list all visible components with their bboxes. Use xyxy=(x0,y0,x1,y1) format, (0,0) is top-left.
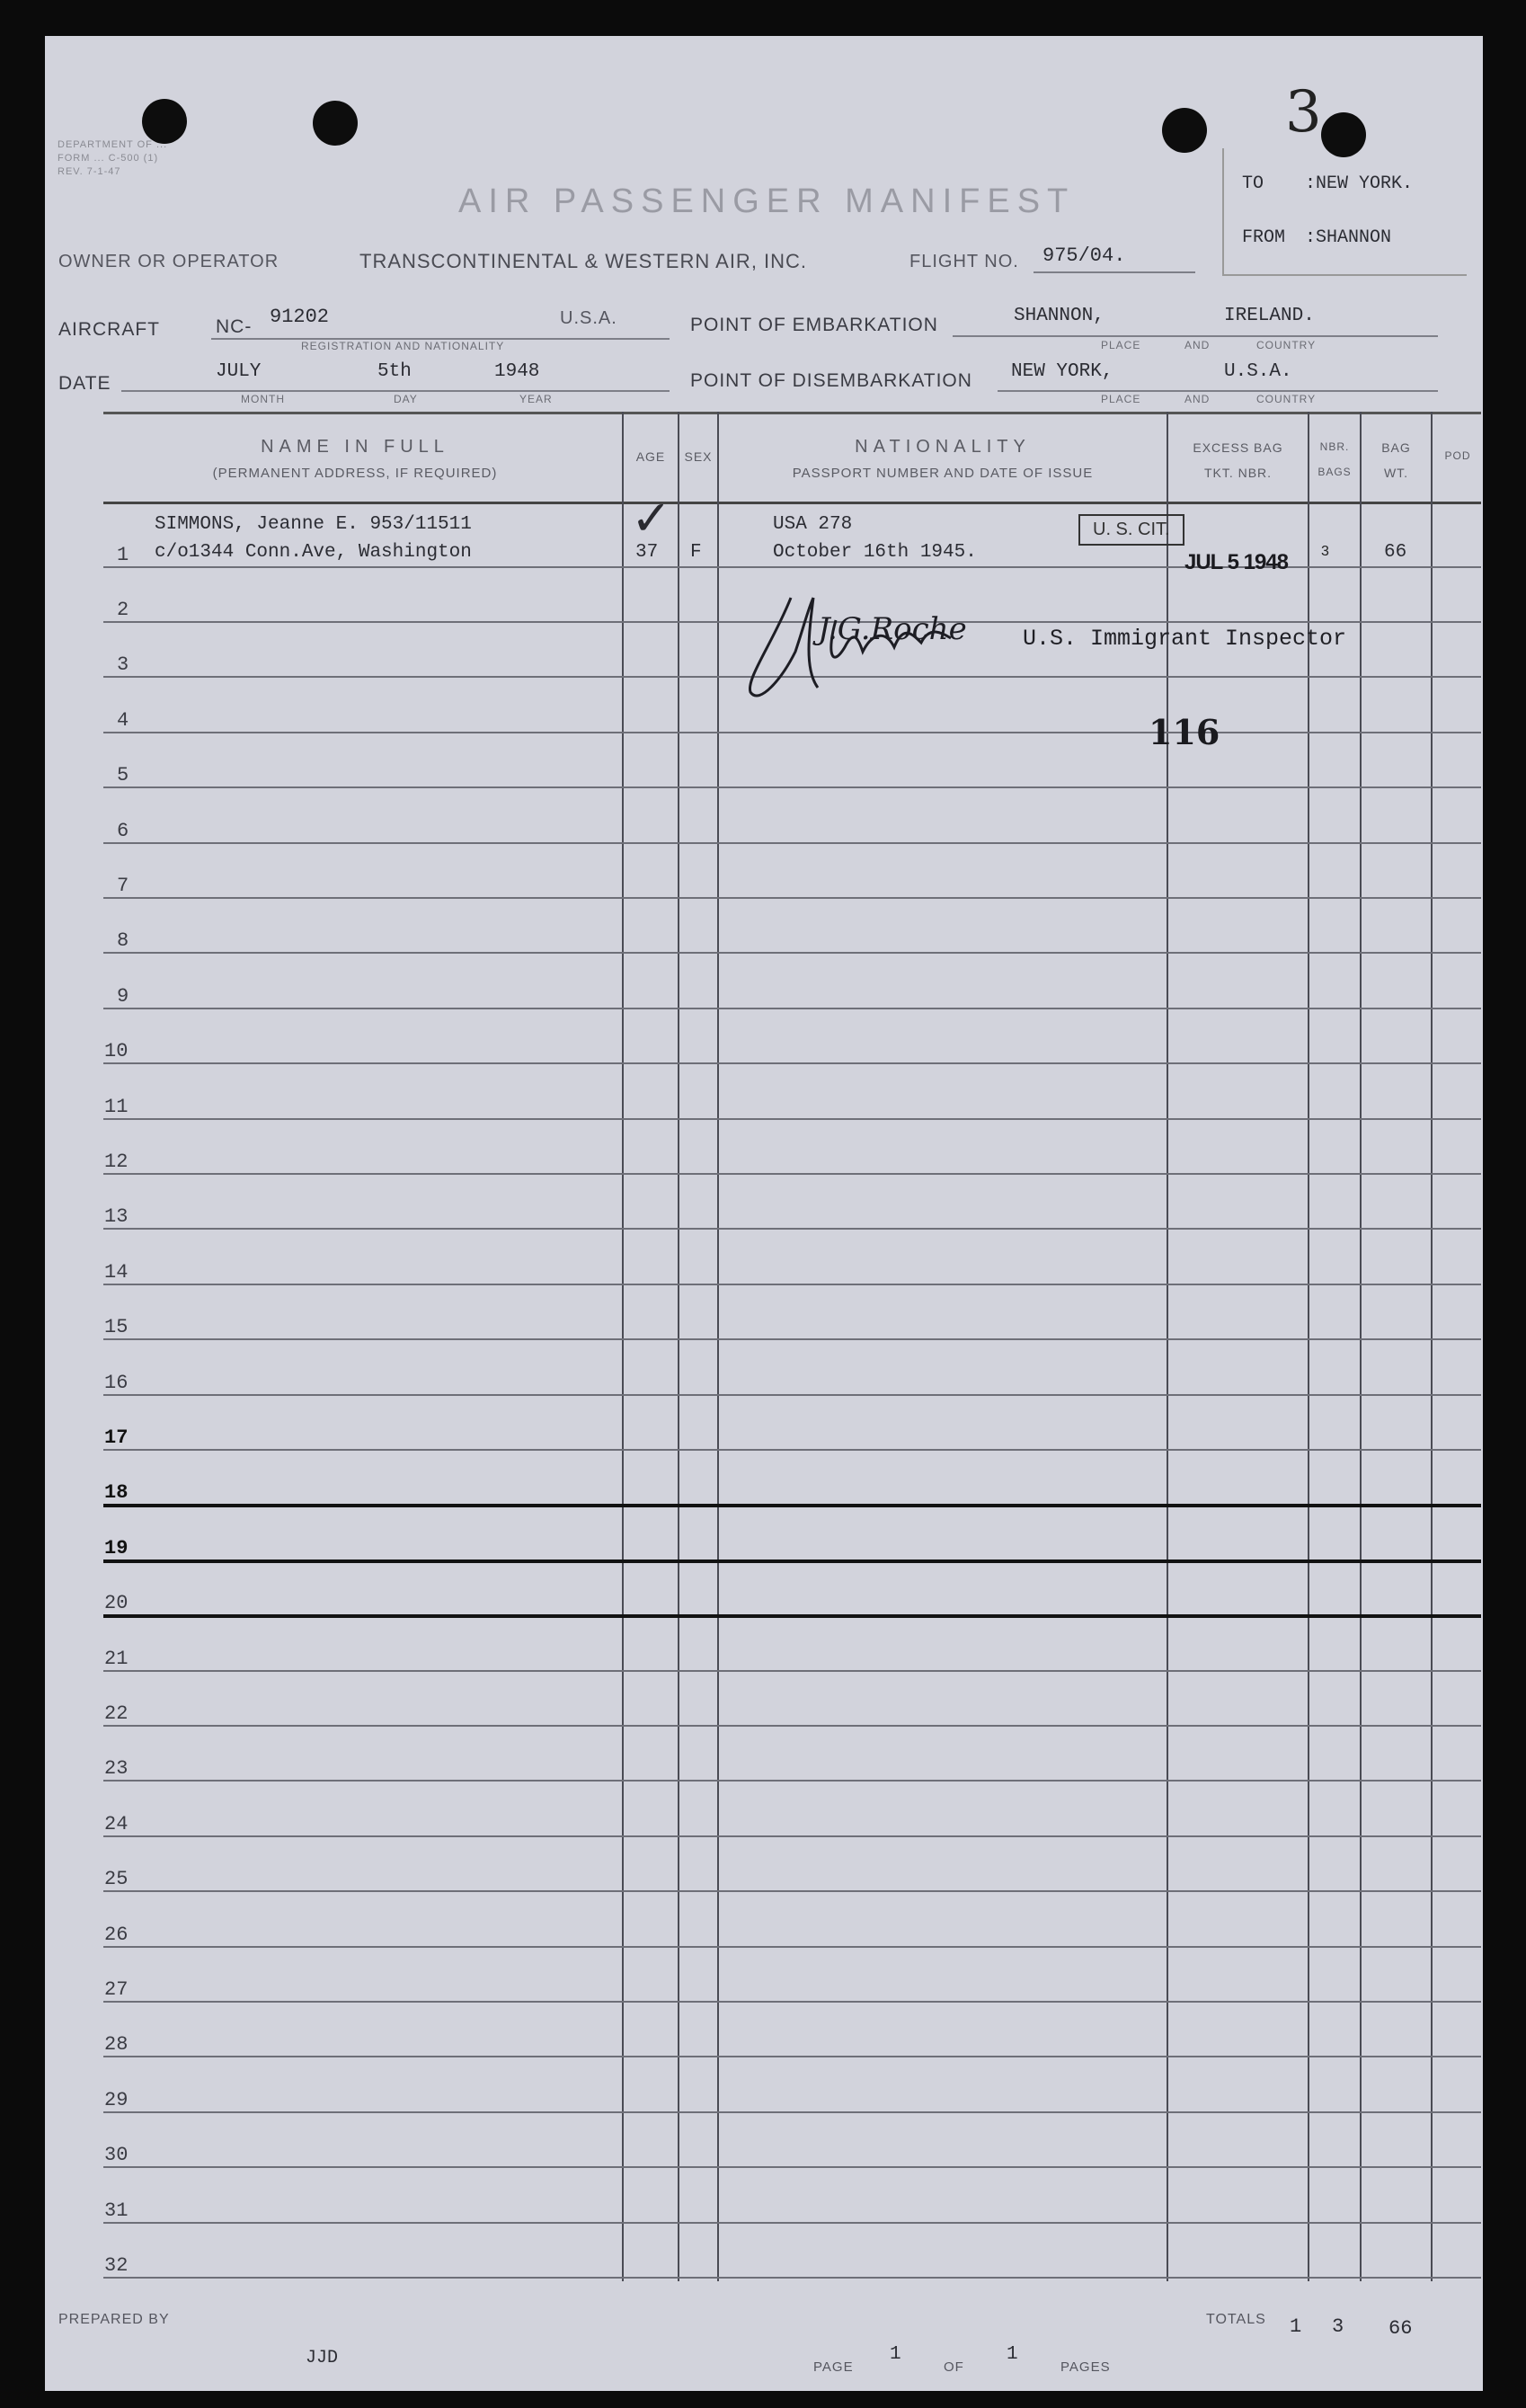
row-number-17: 17 xyxy=(104,1426,129,1449)
of-label: OF xyxy=(944,2359,964,2375)
disembark-country: U.S.A. xyxy=(1224,361,1292,382)
date-day: 5th xyxy=(377,361,412,382)
col-header-pod: POD xyxy=(1444,449,1471,462)
bag-weight: 66 xyxy=(1384,542,1407,563)
row-line-14 xyxy=(103,1284,1481,1285)
from-label: FROM xyxy=(1242,227,1286,248)
col-header-name-sub: (PERMANENT ADDRESS, IF REQUIRED) xyxy=(212,466,498,481)
embark-place: SHANNON, xyxy=(1014,306,1105,326)
row-number-31: 31 xyxy=(104,2199,129,2222)
citizen-stamp: U. S. CIT. xyxy=(1078,514,1184,546)
to-from-box xyxy=(1222,148,1467,276)
aircraft-prefix: NC- xyxy=(216,316,253,337)
row-line-32 xyxy=(103,2277,1481,2279)
stamp-number: 116 xyxy=(1149,712,1220,752)
row-line-27 xyxy=(103,2001,1481,2003)
flight-underline xyxy=(1034,271,1195,273)
prepared-by-label: PREPARED BY xyxy=(58,2312,170,2327)
passport-number: USA 278 xyxy=(773,514,853,535)
aircraft-value: 91202 xyxy=(270,306,330,328)
embark-sub-country: COUNTRY xyxy=(1256,339,1317,351)
check-mark-icon: ✓ xyxy=(631,490,672,546)
passenger-sex: F xyxy=(690,542,702,563)
disembark-label: POINT OF DISEMBARKATION xyxy=(690,370,972,391)
row-line-5 xyxy=(103,786,1481,788)
embark-sub-and: AND xyxy=(1184,339,1211,351)
row-line-17 xyxy=(103,1449,1481,1451)
row-number-22: 22 xyxy=(104,1702,129,1725)
row-line-4 xyxy=(103,732,1481,733)
date-month: JULY xyxy=(216,361,262,382)
row-number-28: 28 xyxy=(104,2033,129,2056)
passport-issue-date: October 16th 1945. xyxy=(773,542,977,563)
row-number-27: 27 xyxy=(104,1978,129,2001)
col-header-nbr: NBR. xyxy=(1319,440,1350,453)
row-number-13: 13 xyxy=(104,1205,129,1228)
row-line-9 xyxy=(103,1008,1481,1009)
embark-underline xyxy=(953,335,1438,337)
embark-label: POINT OF EMBARKATION xyxy=(690,315,938,335)
row-number-26: 26 xyxy=(104,1924,129,1946)
disembark-sub-place: PLACE xyxy=(1101,393,1141,405)
col-header-nationality-sub: PASSPORT NUMBER AND DATE OF ISSUE xyxy=(792,466,1094,481)
passenger-age: 37 xyxy=(635,542,659,563)
table-top-line xyxy=(103,412,1481,414)
col-header-sex: SEX xyxy=(684,449,713,464)
row-line-10 xyxy=(103,1062,1481,1064)
aircraft-sublabel: REGISTRATION AND NATIONALITY xyxy=(301,340,505,352)
aircraft-label: AIRCRAFT xyxy=(58,319,160,340)
page-label: PAGE xyxy=(813,2359,854,2375)
row-line-12 xyxy=(103,1173,1481,1175)
punch-hole-left-2 xyxy=(313,101,358,146)
row-line-15 xyxy=(103,1338,1481,1340)
date-sub-month: MONTH xyxy=(241,393,285,405)
row-number-30: 30 xyxy=(104,2144,129,2166)
aircraft-nationality: U.S.A. xyxy=(560,308,617,328)
date-stamp: JUL 5 1948 xyxy=(1184,550,1288,574)
punch-hole-left-1 xyxy=(142,99,187,144)
col-header-nbr-sub: BAGS xyxy=(1318,466,1352,478)
row-number-14: 14 xyxy=(104,1261,129,1284)
row-line-29 xyxy=(103,2111,1481,2113)
col-header-bag: BAG xyxy=(1381,440,1411,455)
date-sub-day: DAY xyxy=(394,393,418,405)
disembark-place: NEW YORK, xyxy=(1011,361,1113,382)
row-number-4: 4 xyxy=(117,709,129,732)
page-title: AIR PASSENGER MANIFEST xyxy=(458,182,1076,220)
row-line-11 xyxy=(103,1118,1481,1120)
row-line-8 xyxy=(103,952,1481,954)
bags-count: 3 xyxy=(1321,544,1329,559)
to-label: TO xyxy=(1242,173,1264,194)
total-weight: 66 xyxy=(1388,2317,1413,2340)
row-number-5: 5 xyxy=(117,764,129,786)
row-number-3: 3 xyxy=(117,653,129,676)
embark-country: IRELAND. xyxy=(1224,306,1315,326)
row-line-25 xyxy=(103,1890,1481,1892)
row-number-23: 23 xyxy=(104,1757,129,1780)
owner-label: OWNER OR OPERATOR xyxy=(58,252,279,271)
flight-value: 975/04. xyxy=(1042,244,1126,267)
page-number-handwritten: 3 xyxy=(1285,79,1322,146)
col-header-name: NAME IN FULL xyxy=(261,437,449,457)
row-line-30 xyxy=(103,2166,1481,2168)
form-id-line-3: REV. 7-1-47 xyxy=(58,166,121,177)
form-id-line-1: DEPARTMENT OF ... xyxy=(58,139,168,150)
page-value: 1 xyxy=(890,2344,901,2365)
total-passengers: 1 xyxy=(1290,2315,1302,2338)
row-number-15: 15 xyxy=(104,1316,129,1338)
form-id-line-2: FORM ... C-500 (1) xyxy=(58,153,159,164)
totals-label: TOTALS xyxy=(1206,2312,1266,2327)
row-number-6: 6 xyxy=(117,820,129,842)
total-bags: 3 xyxy=(1332,2315,1344,2338)
row-line-26 xyxy=(103,1946,1481,1948)
disembark-sub-and: AND xyxy=(1184,393,1211,405)
row-line-21 xyxy=(103,1670,1481,1672)
col-header-excess: EXCESS BAG xyxy=(1193,440,1283,455)
row-number-32: 32 xyxy=(104,2254,129,2277)
pages-label: PAGES xyxy=(1060,2359,1111,2375)
row-line-13 xyxy=(103,1228,1481,1230)
table-header-line xyxy=(103,502,1481,504)
row-number-16: 16 xyxy=(104,1372,129,1394)
row-number-8: 8 xyxy=(117,929,129,952)
punch-hole-right-1 xyxy=(1162,108,1207,153)
row-line-22 xyxy=(103,1725,1481,1727)
passenger-address: c/o1344 Conn.Ave, Washington xyxy=(155,542,472,563)
disembark-underline xyxy=(998,390,1438,392)
row-line-19 xyxy=(103,1559,1481,1563)
embark-sub-place: PLACE xyxy=(1101,339,1141,351)
row-number-11: 11 xyxy=(104,1096,129,1118)
date-label: DATE xyxy=(58,373,111,394)
row-number-21: 21 xyxy=(104,1648,129,1670)
row-number-1: 1 xyxy=(117,544,129,566)
row-number-7: 7 xyxy=(117,875,129,897)
to-value: :NEW YORK. xyxy=(1305,173,1414,194)
row-line-31 xyxy=(103,2222,1481,2224)
col-header-age: AGE xyxy=(635,449,666,464)
col-header-bag-sub: WT. xyxy=(1383,466,1409,480)
owner-value: TRANSCONTINENTAL & WESTERN AIR, INC. xyxy=(359,250,808,272)
col-header-nationality: NATIONALITY xyxy=(855,437,1031,457)
row-number-25: 25 xyxy=(104,1868,129,1890)
prepared-by-value: JJD xyxy=(306,2348,339,2368)
signature-text: J.G.Roche xyxy=(818,611,967,647)
row-line-24 xyxy=(103,1835,1481,1837)
row-number-9: 9 xyxy=(117,985,129,1008)
row-line-16 xyxy=(103,1394,1481,1396)
row-number-20: 20 xyxy=(104,1592,129,1614)
from-value: :SHANNON xyxy=(1305,227,1392,248)
row-line-28 xyxy=(103,2056,1481,2057)
row-line-18 xyxy=(103,1504,1481,1507)
row-number-2: 2 xyxy=(117,599,129,621)
row-line-7 xyxy=(103,897,1481,899)
row-number-24: 24 xyxy=(104,1813,129,1835)
row-number-18: 18 xyxy=(104,1481,129,1504)
inspector-title: U.S. Immigrant Inspector xyxy=(1023,626,1347,652)
date-sub-year: YEAR xyxy=(519,393,553,405)
disembark-sub-country: COUNTRY xyxy=(1256,393,1317,405)
date-underline xyxy=(121,390,670,392)
row-number-12: 12 xyxy=(104,1151,129,1173)
row-line-6 xyxy=(103,842,1481,844)
date-year: 1948 xyxy=(494,361,540,382)
row-number-19: 19 xyxy=(104,1537,129,1559)
row-number-10: 10 xyxy=(104,1040,129,1062)
row-number-29: 29 xyxy=(104,2089,129,2111)
manifest-sheet xyxy=(45,36,1483,2391)
col-header-excess-sub: TKT. NBR. xyxy=(1203,466,1273,480)
of-value: 1 xyxy=(1007,2344,1018,2365)
row-line-20 xyxy=(103,1614,1481,1618)
row-line-23 xyxy=(103,1780,1481,1782)
flight-label: FLIGHT NO. xyxy=(909,252,1019,271)
passenger-name: SIMMONS, Jeanne E. 953/11511 xyxy=(155,514,472,535)
